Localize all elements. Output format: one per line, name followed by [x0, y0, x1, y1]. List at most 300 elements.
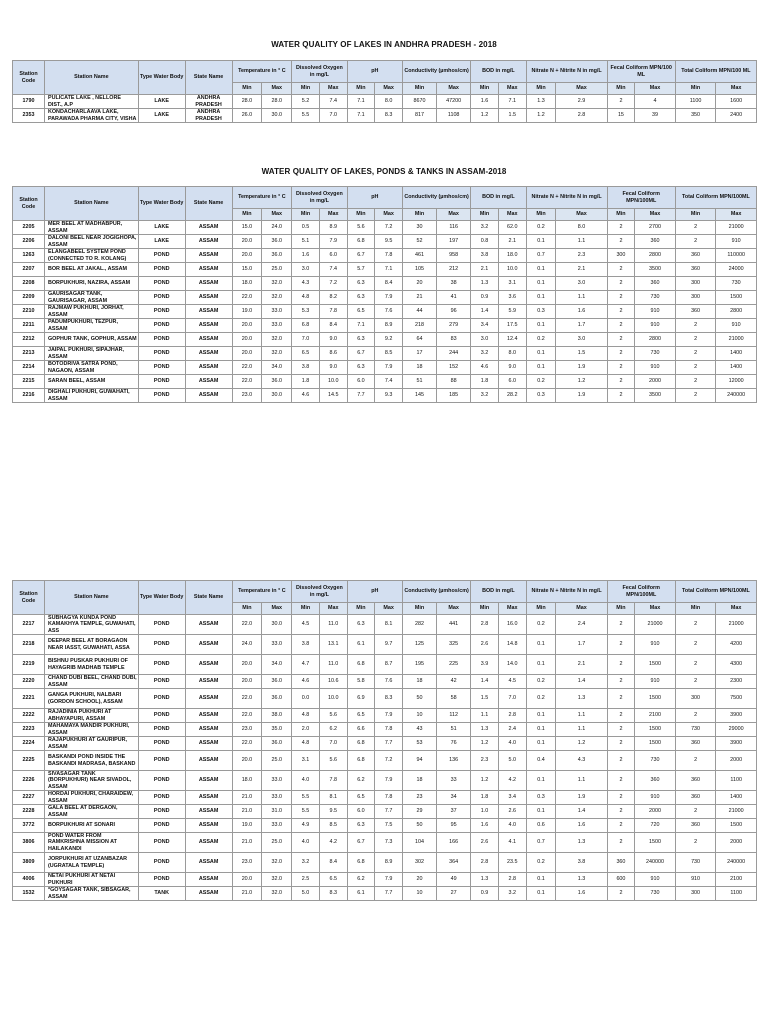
cell-value: 6.6 — [347, 723, 375, 737]
cell-value: 21000 — [716, 333, 757, 347]
table-row — [13, 709, 757, 723]
cell-value: 21.0 — [232, 887, 262, 901]
cell-value: 5.2 — [292, 95, 320, 109]
cell-value: 910 — [635, 635, 676, 655]
cell-value: 9.0 — [319, 333, 347, 347]
cell-value: 1.2 — [526, 109, 556, 123]
header-min: Min — [232, 603, 262, 615]
cell-value: 2 — [607, 235, 635, 249]
cell-state: ANDHRA PRADESH — [185, 109, 232, 123]
cell-value: 20.0 — [232, 675, 262, 689]
cell-station-name: BOTODRIVA SATRA POND, NAGAON, ASSAM — [44, 361, 138, 375]
table-row — [13, 291, 757, 305]
header-bod: BOD in mg/L — [471, 581, 526, 603]
cell-value: 1.2 — [471, 109, 499, 123]
cell-value: 136 — [437, 751, 471, 771]
cell-value: 21.0 — [232, 805, 262, 819]
header-max: Max — [319, 603, 347, 615]
cell-station-name: DIGHALI PUKHURI, GUWAHATI, ASSAM — [44, 389, 138, 403]
header-max: Max — [635, 603, 676, 615]
cell-value: 0.1 — [526, 805, 556, 819]
cell-value: 18.0 — [232, 771, 262, 791]
cell-value: 20.0 — [232, 319, 262, 333]
cell-value: 910 — [635, 305, 676, 319]
cell-value: 42 — [437, 675, 471, 689]
header-station-name: Station Name — [44, 187, 138, 221]
cell-station-code: 3772 — [13, 819, 45, 833]
cell-state: ASSAM — [185, 675, 232, 689]
cell-value: 6.3 — [347, 333, 375, 347]
cell-value: 0.1 — [526, 873, 556, 887]
cell-state: ASSAM — [185, 249, 232, 263]
cell-value: 18 — [403, 771, 437, 791]
header-min: Min — [403, 209, 437, 221]
cell-station-name: NETAI PUKHURI AT NETAI PUKHURI — [44, 873, 138, 887]
header-state-name: State Name — [185, 61, 232, 95]
cell-value: 8670 — [403, 95, 437, 109]
cell-value: 6.3 — [347, 819, 375, 833]
cell-value: 0.2 — [526, 221, 556, 235]
table-row — [13, 305, 757, 319]
cell-value: 7.8 — [375, 723, 403, 737]
cell-value: 2 — [607, 723, 635, 737]
cell-value: 2 — [675, 751, 716, 771]
table-row — [13, 347, 757, 361]
cell-value: 730 — [675, 723, 716, 737]
cell-station-code: 1790 — [13, 95, 45, 109]
cell-value: 2 — [675, 361, 716, 375]
header-min: Min — [347, 209, 375, 221]
cell-value: 2.9 — [556, 95, 607, 109]
cell-type: POND — [138, 791, 185, 805]
cell-station-code: 2220 — [13, 675, 45, 689]
header-min: Min — [347, 83, 375, 95]
cell-value: 10 — [403, 709, 437, 723]
cell-station-code: 2226 — [13, 771, 45, 791]
cell-value: 2.1 — [556, 655, 607, 675]
cell-value: 6.2 — [347, 771, 375, 791]
cell-value: 9.5 — [375, 235, 403, 249]
cell-value: 145 — [403, 389, 437, 403]
cell-value: 22.0 — [232, 709, 262, 723]
cell-value: 325 — [437, 635, 471, 655]
cell-value: 20.0 — [232, 873, 262, 887]
cell-value: 2 — [675, 615, 716, 635]
cell-value: 6.7 — [347, 833, 375, 853]
cell-state: ASSAM — [185, 853, 232, 873]
header-dissolved-oxygen: Dissolved Oxygen in mg/L — [292, 187, 347, 209]
cell-value: 36.0 — [262, 689, 292, 709]
cell-value: 730 — [635, 887, 676, 901]
header-nitrate: Nitrate N + Nitrite N in mg/L — [526, 581, 607, 603]
cell-station-name: GOPHUR TANK, GOPHUR, ASSAM — [44, 333, 138, 347]
header-total-coliform: Total Coliform MPN/100 ML — [675, 61, 756, 83]
cell-type: POND — [138, 675, 185, 689]
cell-station-name: BORPUKHURI, NAZIRA, ASSAM — [44, 277, 138, 291]
cell-value: 6.8 — [347, 751, 375, 771]
cell-value: 1.1 — [556, 723, 607, 737]
cell-station-code: 2219 — [13, 655, 45, 675]
cell-value: 8.0 — [498, 347, 526, 361]
cell-value: 6.8 — [292, 319, 320, 333]
header-min: Min — [292, 83, 320, 95]
cell-value: 7.6 — [375, 675, 403, 689]
cell-value: 5.1 — [292, 235, 320, 249]
cell-value: 9.2 — [375, 333, 403, 347]
cell-value: 1.4 — [471, 675, 499, 689]
cell-value: 36.0 — [262, 375, 292, 389]
cell-value: 0.1 — [526, 235, 556, 249]
cell-value: 360 — [675, 305, 716, 319]
header-max: Max — [262, 209, 292, 221]
cell-value: 43 — [403, 723, 437, 737]
cell-value: 1100 — [716, 771, 757, 791]
cell-value: 360 — [635, 235, 676, 249]
cell-value: 2100 — [716, 873, 757, 887]
header-total-coliform: Total Coliform MPN/100ML — [675, 581, 756, 603]
cell-value: 2 — [675, 709, 716, 723]
header-min: Min — [403, 603, 437, 615]
header-max: Max — [375, 603, 403, 615]
cell-value: 2 — [607, 655, 635, 675]
header-max: Max — [498, 603, 526, 615]
cell-value: 6.2 — [319, 723, 347, 737]
header-bod: BOD in mg/L — [471, 187, 526, 209]
cell-value: 3.8 — [292, 635, 320, 655]
cell-value: 720 — [635, 819, 676, 833]
cell-value: 6.3 — [347, 615, 375, 635]
cell-value: 27 — [437, 887, 471, 901]
cell-value: 6.8 — [347, 853, 375, 873]
table-row — [13, 751, 757, 771]
cell-state: ASSAM — [185, 615, 232, 635]
cell-value: 1.2 — [471, 771, 499, 791]
header-fecal-coliform: Fecal Coliform MPN/100 ML — [607, 61, 675, 83]
cell-value: 300 — [675, 291, 716, 305]
cell-value: 0.3 — [526, 791, 556, 805]
cell-value: 8.0 — [375, 95, 403, 109]
cell-station-code: 2208 — [13, 277, 45, 291]
cell-value: 212 — [437, 263, 471, 277]
table-row — [13, 389, 757, 403]
cell-value: 2.3 — [556, 249, 607, 263]
cell-value: 9.0 — [498, 361, 526, 375]
cell-station-name: HORDAI PUKHURI, CHARAIDEW, ASSAM — [44, 791, 138, 805]
cell-value: 105 — [403, 263, 437, 277]
cell-value: 3.9 — [471, 655, 499, 675]
title-andhra: WATER QUALITY OF LAKES IN ANDHRA PRADESH - 2018 — [271, 40, 497, 49]
cell-type: POND — [138, 751, 185, 771]
cell-value: 2 — [607, 263, 635, 277]
table-row — [13, 615, 757, 635]
table-row — [13, 95, 757, 109]
cell-state: ASSAM — [185, 305, 232, 319]
cell-value: 33.0 — [262, 635, 292, 655]
cell-value: 2.5 — [292, 873, 320, 887]
cell-value: 9.5 — [319, 805, 347, 819]
cell-value: 282 — [403, 615, 437, 635]
cell-value: 3.2 — [471, 347, 499, 361]
cell-value: 1500 — [635, 723, 676, 737]
cell-value: 1.5 — [471, 689, 499, 709]
header-min: Min — [292, 209, 320, 221]
cell-value: 152 — [437, 361, 471, 375]
header-max: Max — [556, 209, 607, 221]
cell-value: 360 — [675, 791, 716, 805]
cell-value: 6.8 — [347, 655, 375, 675]
cell-value: 4.7 — [292, 655, 320, 675]
cell-value: 817 — [403, 109, 437, 123]
cell-value: 8.5 — [319, 819, 347, 833]
cell-type: POND — [138, 305, 185, 319]
cell-value: 44 — [403, 305, 437, 319]
header-max: Max — [716, 603, 757, 615]
cell-value: 95 — [437, 819, 471, 833]
cell-station-code: 2223 — [13, 723, 45, 737]
cell-value: 1.2 — [471, 737, 499, 751]
cell-value: 24000 — [716, 263, 757, 277]
cell-type: POND — [138, 333, 185, 347]
cell-station-name: BISHNU PUSKAR PUKHURI OF HAYAGRIB MADHAB TEMPLE — [44, 655, 138, 675]
cell-value: 18.0 — [498, 249, 526, 263]
cell-value: 1.4 — [556, 805, 607, 819]
cell-value: 7.4 — [319, 263, 347, 277]
cell-value: 3.8 — [292, 361, 320, 375]
cell-value: 1.1 — [471, 709, 499, 723]
cell-station-name: CHAND DUBI BEEL, CHAND DUBI, ASSAM — [44, 675, 138, 689]
cell-station-code: 2206 — [13, 235, 45, 249]
cell-value: 33.0 — [262, 319, 292, 333]
cell-value: 7.0 — [319, 109, 347, 123]
cell-value: 2 — [607, 615, 635, 635]
cell-value: 8.5 — [375, 347, 403, 361]
cell-type: POND — [138, 689, 185, 709]
cell-value: 2.8 — [471, 615, 499, 635]
header-min: Min — [471, 83, 499, 95]
cell-value: 4.0 — [498, 819, 526, 833]
cell-value: 2.3 — [471, 751, 499, 771]
header-ph: pH — [347, 581, 402, 603]
cell-type: POND — [138, 709, 185, 723]
cell-value: 1100 — [716, 887, 757, 901]
header-station-code: Station Code — [13, 61, 45, 95]
cell-value: 20.0 — [232, 347, 262, 361]
cell-value: 910 — [635, 361, 676, 375]
cell-value: 3900 — [716, 709, 757, 723]
cell-value: 12000 — [716, 375, 757, 389]
cell-value: 0.9 — [471, 887, 499, 901]
header-max: Max — [437, 83, 471, 95]
cell-value: 1.3 — [471, 723, 499, 737]
cell-value: 910 — [635, 675, 676, 689]
header-row — [13, 581, 757, 603]
cell-type: POND — [138, 361, 185, 375]
cell-state: ASSAM — [185, 819, 232, 833]
cell-value: 1400 — [716, 791, 757, 805]
cell-value: 218 — [403, 319, 437, 333]
cell-value: 20.0 — [232, 249, 262, 263]
cell-station-code: 2214 — [13, 361, 45, 375]
cell-value: 910 — [675, 873, 716, 887]
cell-value: 4.1 — [498, 833, 526, 853]
cell-value: 0.7 — [526, 833, 556, 853]
header-ph: pH — [347, 187, 402, 209]
cell-value: 22.0 — [232, 375, 262, 389]
cell-station-name: PULICATE LAKE , NELLORE DIST., A.P — [44, 95, 138, 109]
cell-type: POND — [138, 615, 185, 635]
header-max: Max — [262, 603, 292, 615]
cell-value: 2.1 — [556, 263, 607, 277]
cell-station-name: GANGA PUKHURI, NALBARI (GORDON SCHOOL), ASSAM — [44, 689, 138, 709]
table-row — [13, 249, 757, 263]
cell-station-code: 2218 — [13, 635, 45, 655]
cell-value: 2.8 — [498, 709, 526, 723]
cell-state: ASSAM — [185, 635, 232, 655]
cell-value: 3900 — [716, 737, 757, 751]
header-max: Max — [437, 603, 471, 615]
table-row — [13, 873, 757, 887]
cell-value: 3.8 — [471, 249, 499, 263]
cell-station-name: *GOYSAGAR TANK, SIBSAGAR, ASSAM — [44, 887, 138, 901]
header-min: Min — [607, 83, 635, 95]
cell-value: 3.0 — [556, 333, 607, 347]
cell-value: 350 — [675, 109, 716, 123]
cell-station-code: 2221 — [13, 689, 45, 709]
header-max: Max — [319, 83, 347, 95]
cell-value: 6.0 — [347, 805, 375, 819]
cell-value: 6.3 — [347, 291, 375, 305]
cell-value: 2 — [607, 361, 635, 375]
cell-value: 240000 — [635, 853, 676, 873]
cell-value: 1.3 — [556, 833, 607, 853]
cell-value: 730 — [716, 277, 757, 291]
cell-value: 1.9 — [556, 389, 607, 403]
cell-value: 10.6 — [319, 675, 347, 689]
header-total-coliform: Total Coliform MPN/100ML — [675, 187, 756, 209]
cell-value: 22.0 — [232, 361, 262, 375]
table-row — [13, 833, 757, 853]
cell-value: 50 — [403, 819, 437, 833]
table-row — [13, 361, 757, 375]
cell-value: 32.0 — [262, 291, 292, 305]
cell-state: ASSAM — [185, 887, 232, 901]
cell-value: 2000 — [716, 833, 757, 853]
cell-value: 197 — [437, 235, 471, 249]
cell-station-code: 1263 — [13, 249, 45, 263]
cell-value: 6.2 — [347, 873, 375, 887]
cell-value: 26.0 — [232, 109, 262, 123]
cell-value: 1.7 — [556, 319, 607, 333]
cell-value: 10.0 — [319, 375, 347, 389]
cell-value: 0.1 — [526, 319, 556, 333]
cell-value: 7.1 — [347, 95, 375, 109]
cell-station-name: MER BEEL AT MADHABPUR, ASSAM — [44, 221, 138, 235]
header-min: Min — [675, 209, 716, 221]
cell-type: POND — [138, 737, 185, 751]
cell-value: 7.4 — [375, 375, 403, 389]
cell-station-code: 2217 — [13, 615, 45, 635]
cell-state: ASSAM — [185, 709, 232, 723]
cell-value: 2.6 — [471, 833, 499, 853]
cell-value: 730 — [635, 291, 676, 305]
cell-state: ASSAM — [185, 221, 232, 235]
cell-value: 36.0 — [262, 675, 292, 689]
cell-value: 0.4 — [526, 751, 556, 771]
cell-value: 31.0 — [262, 805, 292, 819]
cell-station-code: 1532 — [13, 887, 45, 901]
cell-value: 0.8 — [471, 235, 499, 249]
cell-value: 7.0 — [319, 737, 347, 751]
cell-value: 2.6 — [498, 805, 526, 819]
cell-value: 3.2 — [471, 389, 499, 403]
header-type-water-body: Type Water Body — [138, 187, 185, 221]
cell-value: 1.1 — [556, 709, 607, 723]
cell-station-name: SIVASAGAR TANK (BORPUKHURI) NEAR SIVADOL, ASSAM — [44, 771, 138, 791]
header-max: Max — [635, 83, 676, 95]
cell-value: 7.7 — [375, 805, 403, 819]
cell-value: 21000 — [716, 221, 757, 235]
cell-value: 0.7 — [526, 249, 556, 263]
cell-station-code: 2210 — [13, 305, 45, 319]
header-row — [13, 187, 757, 209]
cell-value: 1100 — [675, 95, 716, 109]
cell-value: 20 — [403, 277, 437, 291]
cell-station-code: 2209 — [13, 291, 45, 305]
cell-station-code: 2224 — [13, 737, 45, 751]
cell-value: 2 — [607, 689, 635, 709]
cell-value: 51 — [437, 723, 471, 737]
cell-value: 53 — [403, 737, 437, 751]
table-row — [13, 689, 757, 709]
table-row — [13, 263, 757, 277]
cell-value: 7.2 — [319, 277, 347, 291]
cell-value: 3.2 — [471, 221, 499, 235]
cell-value: 461 — [403, 249, 437, 263]
cell-value: 1.0 — [471, 805, 499, 819]
cell-value: 1.9 — [556, 361, 607, 375]
cell-value: 64 — [403, 333, 437, 347]
cell-value: 8.0 — [556, 221, 607, 235]
cell-station-name: GAURISAGAR TANK, GAURISAGAR, ASSAM — [44, 291, 138, 305]
header-min: Min — [675, 83, 716, 95]
cell-value: 51 — [403, 375, 437, 389]
cell-value: 6.1 — [347, 887, 375, 901]
cell-value: 1.4 — [471, 305, 499, 319]
cell-value: 7.8 — [375, 791, 403, 805]
cell-value: 4.2 — [319, 833, 347, 853]
cell-value: 185 — [437, 389, 471, 403]
cell-value: 1.1 — [556, 771, 607, 791]
table-row — [13, 109, 757, 123]
cell-value: 2 — [675, 833, 716, 853]
cell-value: 7.0 — [292, 333, 320, 347]
cell-value: 36.0 — [262, 737, 292, 751]
cell-value: 39 — [635, 109, 676, 123]
cell-value: 6.0 — [498, 375, 526, 389]
cell-station-name: JAIPAL PUKHURI, SIPAJHAR, ASSAM — [44, 347, 138, 361]
table-row — [13, 235, 757, 249]
header-min: Min — [526, 603, 556, 615]
cell-type: LAKE — [138, 95, 185, 109]
header-station-name: Station Name — [44, 581, 138, 615]
cell-value: 7.2 — [375, 751, 403, 771]
cell-value: 32.0 — [262, 333, 292, 347]
cell-value: 9.0 — [319, 361, 347, 375]
header-max: Max — [319, 209, 347, 221]
cell-value: 1.6 — [292, 249, 320, 263]
cell-value: 5.3 — [292, 305, 320, 319]
header-min: Min — [292, 603, 320, 615]
